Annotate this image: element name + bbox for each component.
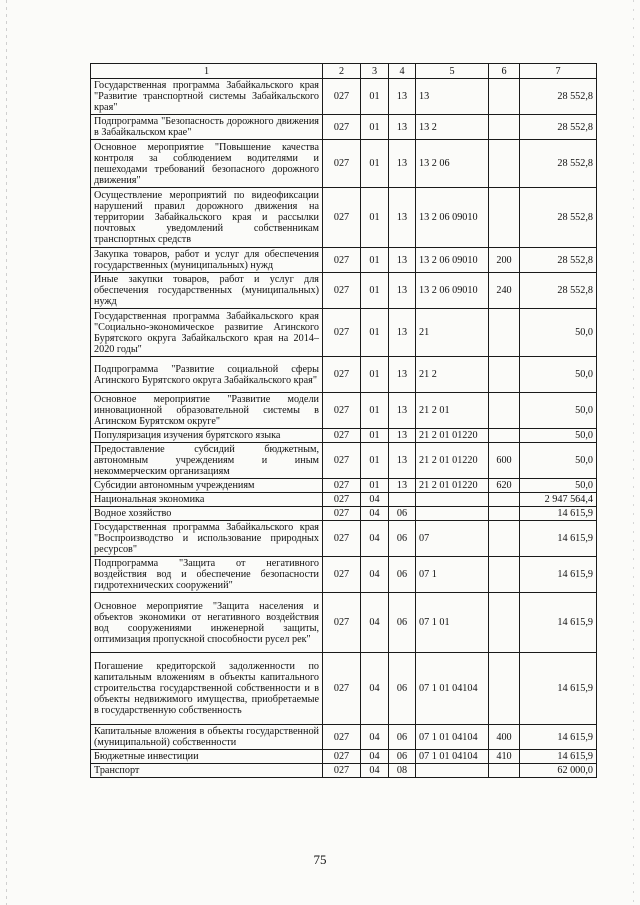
row-amount: 14 615,9: [520, 557, 597, 593]
row-target-code: [416, 507, 489, 521]
row-ministry-code: 027: [323, 479, 361, 493]
table-row: [91, 593, 597, 653]
row-subsection-code: [389, 493, 416, 507]
row-subsection-code: 13: [389, 115, 416, 140]
row-target-code: 07 1 01 04104: [416, 653, 489, 725]
header-col-3: 3: [361, 64, 389, 79]
row-target-code: 07 1 01: [416, 593, 489, 653]
row-amount: 28 552,8: [520, 140, 597, 188]
row-ministry-code: 027: [323, 725, 361, 750]
row-name: Национальная экономика: [91, 493, 323, 507]
table-row: [91, 725, 597, 750]
row-target-code: 13 2: [416, 115, 489, 140]
row-amount: 50,0: [520, 393, 597, 429]
row-ministry-code: 027: [323, 393, 361, 429]
row-subsection-code: 13: [389, 309, 416, 357]
row-expense-type: [489, 653, 520, 725]
table-row: [91, 115, 597, 140]
row-target-code: 07 1 01 04104: [416, 725, 489, 750]
table-row: [91, 443, 597, 479]
row-subsection-code: 06: [389, 653, 416, 725]
row-ministry-code: 027: [323, 140, 361, 188]
row-subsection-code: 13: [389, 429, 416, 443]
row-amount: 14 615,9: [520, 593, 597, 653]
header-col-1: 1: [91, 64, 323, 79]
row-section-code: 04: [361, 521, 389, 557]
row-amount: 2 947 564,4: [520, 493, 597, 507]
row-name: Государственная программа Забайкальского края "Развитие транспортной системы Забайкальского края": [91, 79, 323, 115]
row-ministry-code: 027: [323, 764, 361, 778]
row-subsection-code: 13: [389, 248, 416, 273]
row-amount: 28 552,8: [520, 248, 597, 273]
row-subsection-code: 13: [389, 79, 416, 115]
header-col-5: 5: [416, 64, 489, 79]
row-subsection-code: 06: [389, 725, 416, 750]
row-amount: 28 552,8: [520, 115, 597, 140]
row-expense-type: [489, 188, 520, 248]
row-amount: 28 552,8: [520, 273, 597, 309]
row-subsection-code: 06: [389, 521, 416, 557]
table-row: [91, 507, 597, 521]
row-target-code: 21 2 01 01220: [416, 443, 489, 479]
row-target-code: 21 2 01 01220: [416, 479, 489, 493]
row-expense-type: [489, 493, 520, 507]
row-name: Погашение кредиторской задолженности по капитальным вложениям в объекты капитального строительства государственной собственности и в объекты недвижимого имущества, приобретаемые в государственную собственность: [91, 653, 323, 725]
row-expense-type: [489, 309, 520, 357]
row-name: Предоставление субсидий бюджетным, автономным учреждениям и иным некоммерческим организациям: [91, 443, 323, 479]
row-expense-type: [489, 764, 520, 778]
row-ministry-code: 027: [323, 557, 361, 593]
row-subsection-code: 13: [389, 443, 416, 479]
row-amount: 50,0: [520, 357, 597, 393]
row-ministry-code: 027: [323, 248, 361, 273]
row-expense-type: 240: [489, 273, 520, 309]
row-amount: 50,0: [520, 429, 597, 443]
row-ministry-code: 027: [323, 115, 361, 140]
row-target-code: 21 2: [416, 357, 489, 393]
row-ministry-code: 027: [323, 357, 361, 393]
row-section-code: 01: [361, 429, 389, 443]
row-name: Основное мероприятие "Защита населения и объектов экономики от негативного воздействия вод сооружениями инженерной защиты, оптимизация пропускной способности русел рек": [91, 593, 323, 653]
row-target-code: 07 1: [416, 557, 489, 593]
row-amount: 14 615,9: [520, 725, 597, 750]
row-subsection-code: 13: [389, 273, 416, 309]
row-name: Популяризация изучения бурятского языка: [91, 429, 323, 443]
table-row: [91, 188, 597, 248]
row-section-code: 04: [361, 493, 389, 507]
table-row: [91, 393, 597, 429]
table-row: [91, 764, 597, 778]
header-row: [91, 64, 597, 79]
row-ministry-code: 027: [323, 593, 361, 653]
table-row: [91, 750, 597, 764]
row-section-code: 01: [361, 248, 389, 273]
row-target-code: 07: [416, 521, 489, 557]
table-row: [91, 653, 597, 725]
row-target-code: 21 2 01 01220: [416, 429, 489, 443]
table-row: [91, 273, 597, 309]
row-name: Закупка товаров, работ и услуг для обеспечения государственных (муниципальных) нужд: [91, 248, 323, 273]
row-target-code: [416, 493, 489, 507]
table-row: [91, 357, 597, 393]
row-amount: 14 615,9: [520, 521, 597, 557]
row-section-code: 01: [361, 115, 389, 140]
row-expense-type: [489, 507, 520, 521]
row-ministry-code: 027: [323, 507, 361, 521]
row-subsection-code: 08: [389, 764, 416, 778]
row-expense-type: [489, 393, 520, 429]
row-expense-type: 600: [489, 443, 520, 479]
row-ministry-code: 027: [323, 188, 361, 248]
row-target-code: 13 2 06 09010: [416, 273, 489, 309]
row-subsection-code: 06: [389, 750, 416, 764]
row-name: Иные закупки товаров, работ и услуг для обеспечения государственных (муниципальных) нужд: [91, 273, 323, 309]
row-section-code: 01: [361, 140, 389, 188]
table-row: [91, 521, 597, 557]
row-name: Государственная программа Забайкальского края "Социально-экономическое развитие Агинского Бурятского округа Забайкальского края на 2014–2020 годы": [91, 309, 323, 357]
row-section-code: 04: [361, 653, 389, 725]
row-subsection-code: 13: [389, 188, 416, 248]
scan-edge-right: [633, 0, 634, 905]
row-name: Водное хозяйство: [91, 507, 323, 521]
row-section-code: 04: [361, 507, 389, 521]
row-name: Осуществление мероприятий по видеофиксации нарушений правил дорожного движения на территории Забайкальского края и рассылки почтовых уведомлений собственникам транспортных средств: [91, 188, 323, 248]
header-col-7: 7: [520, 64, 597, 79]
row-expense-type: 200: [489, 248, 520, 273]
row-amount: 62 000,0: [520, 764, 597, 778]
row-amount: 28 552,8: [520, 79, 597, 115]
row-name: Государственная программа Забайкальского края "Воспроизводство и использование природных ресурсов": [91, 521, 323, 557]
row-ministry-code: 027: [323, 273, 361, 309]
table-row: [91, 140, 597, 188]
row-section-code: 01: [361, 479, 389, 493]
row-amount: 28 552,8: [520, 188, 597, 248]
row-name: Основное мероприятие "Повышение качества контроля за соблюдением водителями и пешеходами требований безопасного дорожного движения": [91, 140, 323, 188]
row-subsection-code: 06: [389, 507, 416, 521]
row-expense-type: [489, 79, 520, 115]
row-subsection-code: 13: [389, 393, 416, 429]
budget-table: [90, 63, 597, 778]
page-number: 75: [313, 852, 327, 867]
row-section-code: 01: [361, 188, 389, 248]
row-ministry-code: 027: [323, 493, 361, 507]
row-target-code: 07 1 01 04104: [416, 750, 489, 764]
row-subsection-code: 13: [389, 140, 416, 188]
row-name: Субсидии автономным учреждениям: [91, 479, 323, 493]
row-expense-type: [489, 357, 520, 393]
row-expense-type: 620: [489, 479, 520, 493]
row-amount: 14 615,9: [520, 653, 597, 725]
row-name: Капитальные вложения в объекты государственной (муниципальной) собственности: [91, 725, 323, 750]
row-name: Подпрограмма "Защита от негативного воздействия вод и обеспечение безопасности гидротехнических сооружений": [91, 557, 323, 593]
row-expense-type: [489, 429, 520, 443]
scan-edge-left: [6, 0, 7, 905]
row-expense-type: 400: [489, 725, 520, 750]
row-name: Основное мероприятие "Развитие модели инновационной образовательной системы в Агинском Бурятском округе": [91, 393, 323, 429]
row-name: Подпрограмма "Безопасность дорожного движения в Забайкальском крае": [91, 115, 323, 140]
row-expense-type: [489, 115, 520, 140]
row-target-code: 13: [416, 79, 489, 115]
table-row: [91, 429, 597, 443]
row-amount: 50,0: [520, 443, 597, 479]
row-ministry-code: 027: [323, 443, 361, 479]
row-expense-type: [489, 557, 520, 593]
table-row: [91, 493, 597, 507]
row-ministry-code: 027: [323, 309, 361, 357]
table-row: [91, 79, 597, 115]
row-section-code: 04: [361, 593, 389, 653]
row-section-code: 04: [361, 557, 389, 593]
row-amount: 50,0: [520, 479, 597, 493]
row-subsection-code: 06: [389, 593, 416, 653]
table-row: [91, 557, 597, 593]
row-subsection-code: 13: [389, 479, 416, 493]
row-ministry-code: 027: [323, 429, 361, 443]
row-section-code: 01: [361, 309, 389, 357]
row-ministry-code: 027: [323, 521, 361, 557]
row-expense-type: [489, 521, 520, 557]
row-name: Подпрограмма "Развитие социальной сферы Агинского Бурятского округа Забайкальского края": [91, 357, 323, 393]
table-row: [91, 248, 597, 273]
row-name: Транспорт: [91, 764, 323, 778]
header-col-2: 2: [323, 64, 361, 79]
row-target-code: 21: [416, 309, 489, 357]
header-col-6: 6: [489, 64, 520, 79]
row-expense-type: [489, 593, 520, 653]
row-amount: 50,0: [520, 309, 597, 357]
row-expense-type: [489, 140, 520, 188]
row-section-code: 01: [361, 393, 389, 429]
row-target-code: 13 2 06 09010: [416, 188, 489, 248]
row-ministry-code: 027: [323, 79, 361, 115]
row-section-code: 01: [361, 443, 389, 479]
table-row: [91, 309, 597, 357]
row-amount: 14 615,9: [520, 750, 597, 764]
row-ministry-code: 027: [323, 750, 361, 764]
table-row: [91, 479, 597, 493]
row-section-code: 04: [361, 764, 389, 778]
row-subsection-code: 13: [389, 357, 416, 393]
row-target-code: [416, 764, 489, 778]
row-subsection-code: 06: [389, 557, 416, 593]
row-section-code: 01: [361, 357, 389, 393]
row-target-code: 21 2 01: [416, 393, 489, 429]
row-target-code: 13 2 06: [416, 140, 489, 188]
row-target-code: 13 2 06 09010: [416, 248, 489, 273]
row-expense-type: 410: [489, 750, 520, 764]
row-section-code: 04: [361, 750, 389, 764]
row-section-code: 04: [361, 725, 389, 750]
row-amount: 14 615,9: [520, 507, 597, 521]
header-col-4: 4: [389, 64, 416, 79]
row-ministry-code: 027: [323, 653, 361, 725]
row-section-code: 01: [361, 79, 389, 115]
row-name: Бюджетные инвестиции: [91, 750, 323, 764]
row-section-code: 01: [361, 273, 389, 309]
